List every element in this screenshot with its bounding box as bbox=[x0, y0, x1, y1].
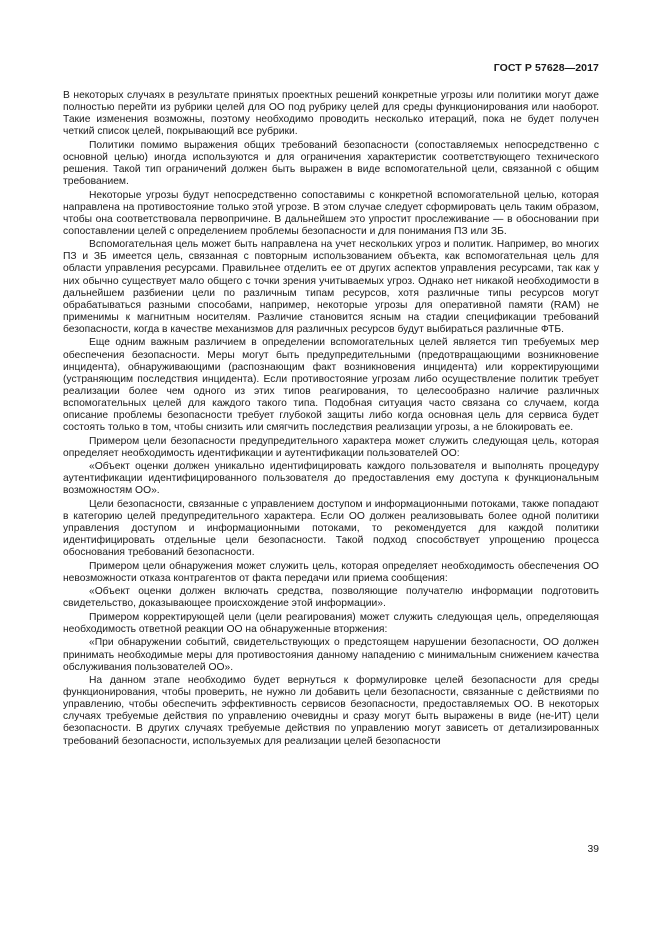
paragraph-10: На данном этапе необходимо будет вернуться к формулировке целей безопасности для среды функционирования, чтобы проверить, не нужно ли добавить цели безопасности, связанные с действиями по управлению, чтобы обеспечить эффективность сервисов безопасности, предоставляемых ОО. В некоторых случаях требуемые действия по управлению очевидны и сразу могут быть выражены в виде (не-ИТ) цели безопасности. В других случаях требуемые действия по управлению могут зависеть от детализированных требований безопасности, используемых для реализации целей безопасности bbox=[63, 675, 599, 747]
page-number: 39 bbox=[587, 844, 599, 855]
paragraph-9: Примером корректирующей цели (цели реагирования) может служить следующая цель, определяющая необходимость ответной реакции ОО на обнаруженные вторжения: bbox=[63, 611, 599, 635]
paragraph-3: Некоторые угрозы будут непосредственно сопоставимы с конкретной вспомогательной целью, которая направлена на противостояние только этой угрозе. В этом случае следует сформировать цель таким образом, чтобы она соответствовала первопричине. В дальнейшем это упростит прослеживание — в обосновании при сопоставлении целей с определением проблемы безопасности и для понимания ПЗ или ЗБ. bbox=[63, 189, 599, 237]
quote-1: «Объект оценки должен уникально идентифицировать каждого пользователя и выполнять процедуру аутентификации идентифицированного пользователя до предоставления ему доступа к функциональным возможностям ОО». bbox=[63, 461, 599, 497]
paragraph-8: Примером цели обнаружения может служить цель, которая определяет необходимость обеспечения ОО невозможности отказа контрагентов от факта передачи или приема сообщения: bbox=[63, 560, 599, 584]
body-text bbox=[63, 90, 599, 749]
paragraph-6: Примером цели безопасности предупредительного характера может служить следующая цель, которая определяет необходимость идентификации и аутентификации пользователей ОО: bbox=[63, 435, 599, 459]
quote-3: «При обнаружении событий, свидетельствующих о предстоящем нарушении безопасности, ОО должен принимать необходимые меры для противостояния данному нападению с минимальным снижением качества обслуживания пользователей ОО». bbox=[63, 637, 599, 673]
paragraph-7: Цели безопасности, связанные с управлением доступом и информационными потоками, также попадают в категорию целей предупредительного характера. Если ОО должен реализовывать более одной политики управления доступом и информационными потоками, то рекомендуется для каждой политики идентифицировать отдельные цели безопасности. Такой подход способствует упрощению процесса обоснования требований безопасности. bbox=[63, 498, 599, 559]
paragraph-1: В некоторых случаях в результате принятых проектных решений конкретные угрозы или политики могут даже полностью перейти из рубрики целей для ОО под рубрику целей для среды функционирования или наоборот. Такие изменения возможны, поэтому необходимо проводить несколько итераций, пока не будет получен четкий список целей, покрывающий все рубрики. bbox=[63, 90, 599, 138]
standard-header: ГОСТ Р 57628—2017 bbox=[493, 62, 599, 74]
paragraph-5: Еще одним важным различием в определении вспомогательных целей является тип требуемых мер обеспечения безопасности. Меры могут быть предупредительными (предотвращающими возникновение инцидента), обнаруживающими (распознающим факт возникновения инцидента) или корректирующими (устраняющим последствия инцидента). Если противостояние угрозам либо осуществление политик требует реализации более чем одного из этих типов реагирования, то целесообразно наличие различных вспомогательных целей для каждого такого типа. Подобная ситуация часто связана со случаем, когда описание проблемы безопасности требует глубокой защиты либо когда основная цель для сервиса будет состоять только в том, чтобы снизить или смягчить последствия реализации угрозы, а не блокировать ее. bbox=[63, 337, 599, 434]
paragraph-2: Политики помимо выражения общих требований безопасности (сопоставляемых непосредственно с основной целью) иногда используются и для ограничения характеристик соответствующего технического решения. Такой тип ограничений должен быть выражен в виде вспомогательной цели, связанной с общим требованием. bbox=[63, 139, 599, 188]
quote-2: «Объект оценки должен включать средства, позволяющие получателю информации подготовить свидетельство, доказывающее происхождение этой информации». bbox=[63, 586, 599, 610]
paragraph-4: Вспомогательная цель может быть направлена на учет нескольких угроз и политик. Например, во многих ПЗ и ЗБ имеется цель, связанная с повторным использованием объекта, как вспомогательная цель для области управления ресурсами. Правильнее отделить ее от других аспектов управления ресурсами, так как у них обычно существует мало общего с точки зрения учитываемых угроз. Однако нет никакой необходимости в дальнейшем разбиении цели по различным типам ресурсов, хотя различные типы ресурсов могут обрабатываться разными способами, например, некоторые угрозы для оперативной памяти (RAM) не применимы к магнитным носителям. Различие становится ясным на стадии спецификации требований безопасности, когда в качестве механизмов для различных ресурсов будут выбираться различные ФТБ. bbox=[63, 239, 599, 335]
